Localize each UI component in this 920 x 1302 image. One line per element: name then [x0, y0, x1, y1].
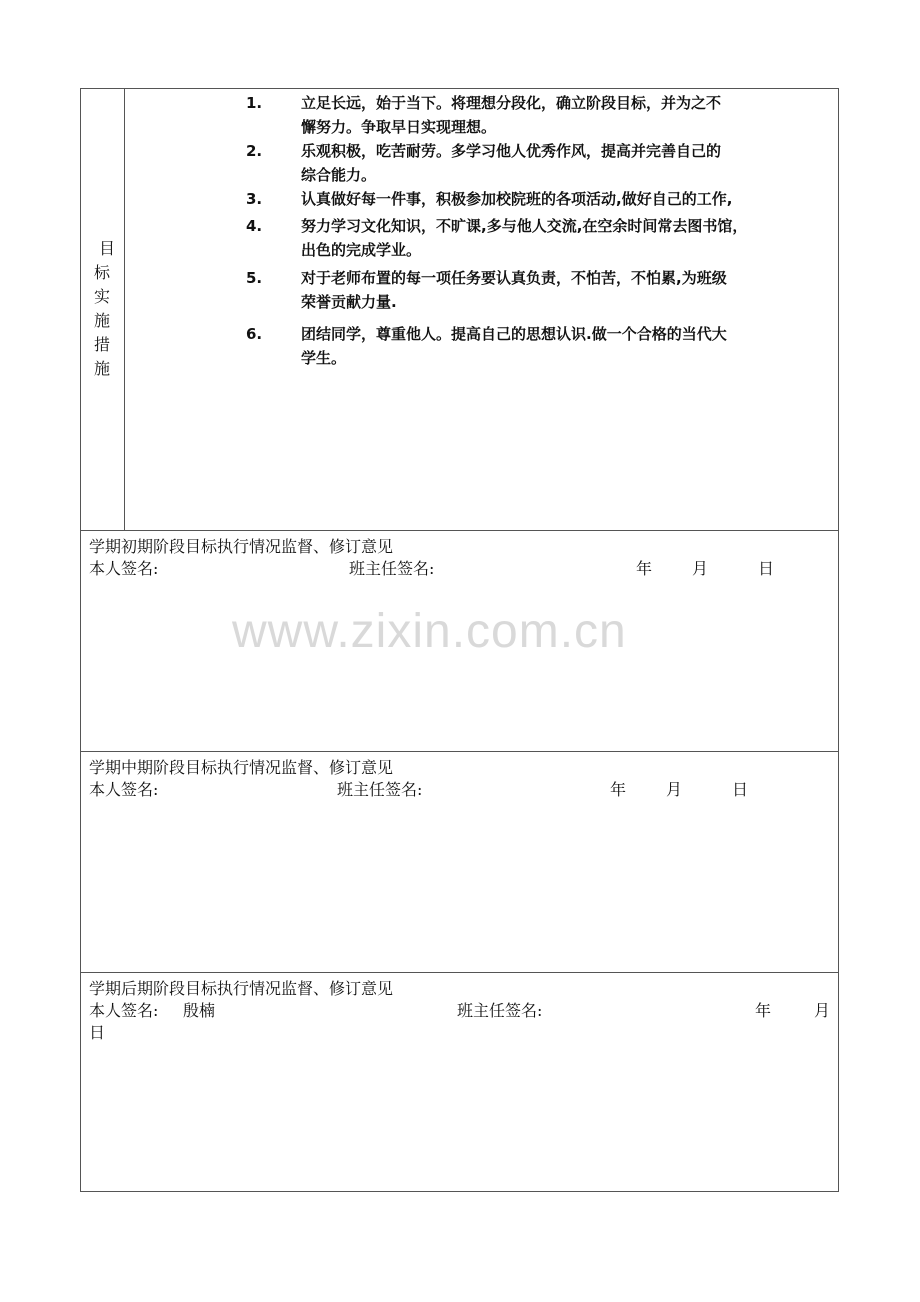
measure-line: 懈努力。争取早日实现理想。: [301, 118, 497, 136]
measure-text: [301, 266, 835, 314]
self-sign-label: 本人签名:: [89, 780, 159, 799]
measure-text: [301, 214, 835, 262]
measure-item-5: [125, 266, 838, 314]
measure-line: 出色的完成学业。: [301, 241, 422, 259]
label-char: 措: [93, 335, 110, 354]
measure-text: [301, 322, 835, 370]
review-early-row: [81, 531, 838, 752]
measure-line: 努力学习文化知识，不旷课,多与他人交流,在空余时间常去图书馆，: [301, 217, 748, 235]
measure-item-6: [125, 322, 838, 370]
year-label: 年: [755, 1001, 772, 1020]
label-char: 施: [93, 359, 110, 378]
year-label: 年: [636, 559, 653, 578]
review-title: 学期初期阶段目标执行情况监督、修订意见: [89, 537, 394, 556]
label-char: 实: [93, 287, 110, 306]
measure-item-1: [125, 91, 838, 139]
goal-measures-label-cell: [81, 89, 125, 530]
day-label: 日: [89, 1023, 106, 1042]
review-mid-row: [81, 752, 838, 973]
review-title: 学期后期阶段目标执行情况监督、修订意见: [89, 979, 394, 998]
day-label: 日: [758, 559, 775, 578]
label-char: 目: [98, 239, 115, 258]
measure-line: 对于老师布置的每一项任务要认真负责，不怕苦，不怕累,为班级: [301, 269, 727, 287]
measure-item-3: [125, 187, 838, 211]
day-label: 日: [732, 780, 749, 799]
label-char: 施: [93, 311, 110, 330]
measure-number: 1.: [246, 94, 263, 112]
measure-number: 2.: [246, 142, 263, 160]
watermark: www.zixin.com.cn: [232, 605, 627, 658]
measure-text: [301, 187, 835, 211]
measure-line: 立足长远，始于当下。将理想分段化，确立阶段目标，并为之不: [301, 94, 722, 112]
measure-number: 6.: [246, 325, 263, 343]
label-char: 标: [93, 263, 110, 282]
month-label: 月: [666, 780, 683, 799]
review-late-row: [81, 973, 838, 1191]
self-sign-label: 本人签名:: [89, 1001, 159, 1020]
measure-line: 认真做好每一件事，积极参加校院班的各项活动,做好自己的工作,: [301, 190, 733, 208]
measure-item-2: [125, 139, 838, 187]
teacher-sign-label: 班主任签名:: [349, 559, 435, 578]
measure-line: 乐观积极，吃苦耐劳。多学习他人优秀作风，提高并完善自己的: [301, 142, 722, 160]
measures-list: [125, 89, 838, 530]
measure-text: [301, 139, 835, 187]
review-title: 学期中期阶段目标执行情况监督、修订意见: [89, 758, 394, 777]
teacher-sign-label: 班主任签名:: [337, 780, 423, 799]
measure-item-4: [125, 214, 838, 262]
measure-text: [301, 91, 835, 139]
month-label: 月: [814, 1001, 831, 1020]
teacher-sign-label: 班主任签名:: [457, 1001, 543, 1020]
self-signature: 殷楠: [183, 1001, 216, 1020]
goal-measures-label: [87, 237, 117, 381]
year-label: 年: [610, 780, 627, 799]
measure-line: 荣誉贡献力量.: [301, 293, 397, 311]
goal-measures-row: [81, 89, 838, 531]
measure-number: 4.: [246, 217, 263, 235]
measure-number: 5.: [246, 269, 263, 287]
measure-line: 团结同学，尊重他人。提高自己的思想认识.做一个合格的当代大: [301, 325, 727, 343]
measure-line: 综合能力。: [301, 166, 377, 184]
measure-line: 学生。: [301, 349, 347, 367]
form-table: [80, 88, 839, 1192]
month-label: 月: [692, 559, 709, 578]
measure-number: 3.: [246, 190, 263, 208]
self-sign-label: 本人签名:: [89, 559, 159, 578]
